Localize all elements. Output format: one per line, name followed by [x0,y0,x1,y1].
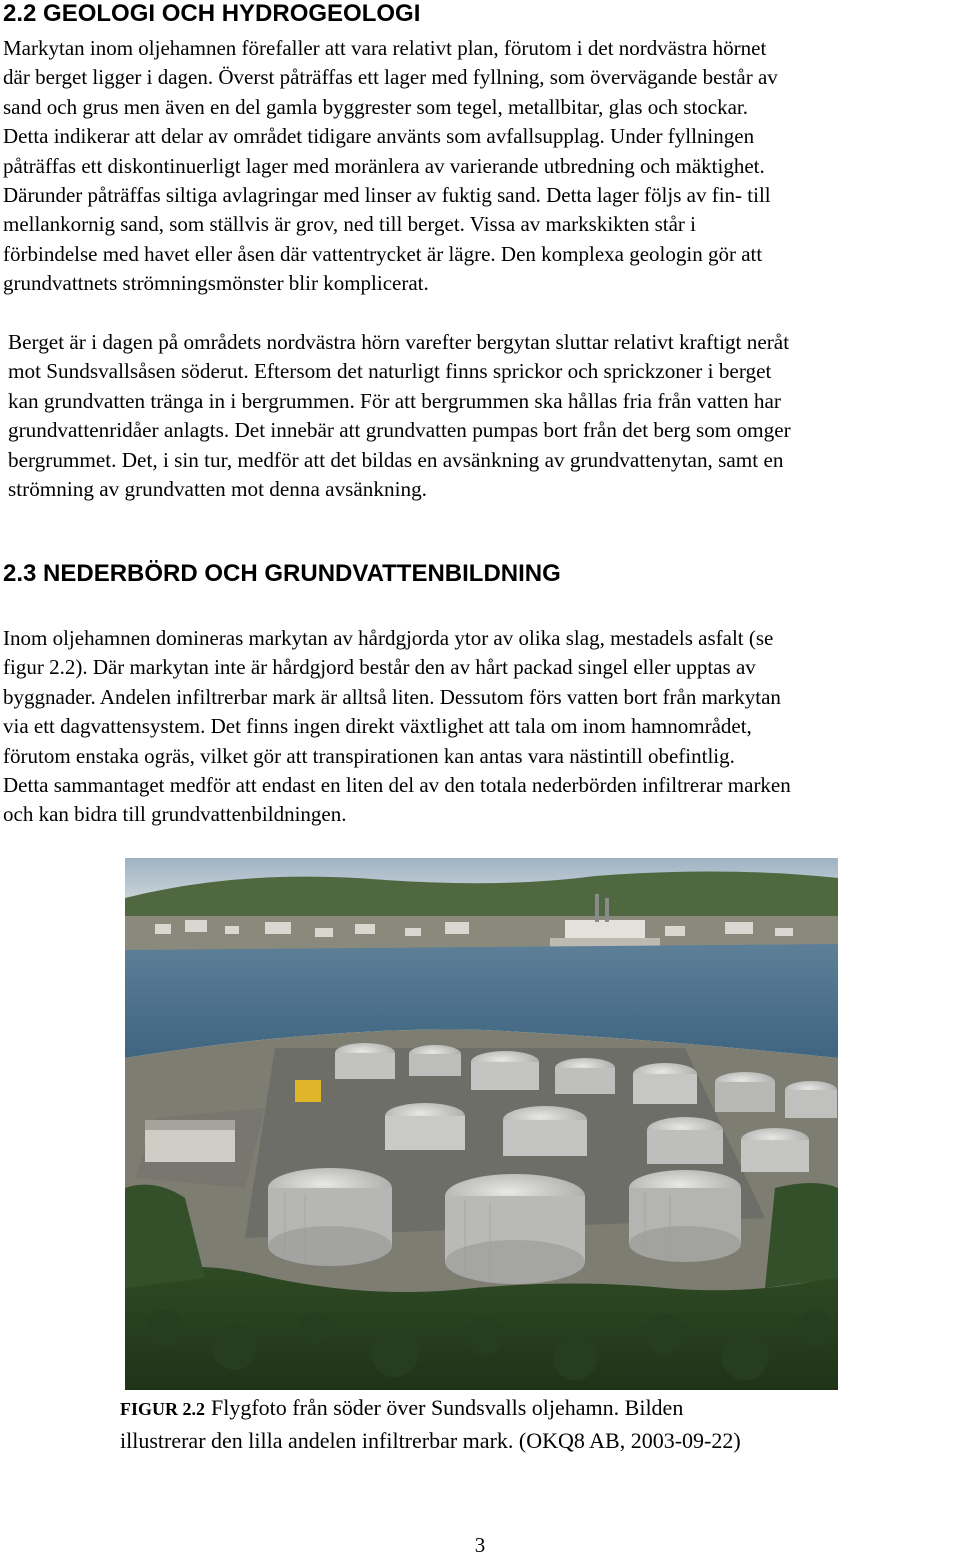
text-line: förutom enstaka ogräs, vilket gör att transpirationen kan antas vara nästintill obefintlig. [3,743,735,768]
text-line: och kan bidra till grundvattenbildningen. [3,802,347,827]
paragraph-nederbord [3,624,791,830]
paragraph-berget [8,328,791,504]
text-line: grundvattenridåer anlagts. Det innebär att grundvatten pumpas bort från det berg som omger [8,418,791,443]
text-line: Inom oljehamnen domineras markytan av hårdgjorda ytor av olika slag, mestadels asfalt (se [3,626,774,650]
text-line: påträffas ett diskontinuerligt lager med moränlera av varierande utbredning och mäktighet. [3,153,765,178]
aerial-photo-oil-harbour [125,858,838,1390]
text-line: Därunder påträffas siltiga avlagringar med linser av fuktig sand. Detta lager följs av fin- till [3,183,771,208]
text-line: figur 2.2). Där markytan inte är hårdgjord består den av hårt packad singel eller upptas av [3,655,756,680]
text-line: Detta indikerar att delar av området tidigare använts som avfallsupplag. Under fyllningen [3,124,755,149]
page-number: 3 [474,1533,486,1557]
text-line: strömning av grundvatten mot denna avsänkning. [8,477,427,502]
text-line: Berget är i dagen på områdets nordvästra hörn varefter bergytan sluttar relativt kraftigt neråt [8,330,790,354]
section-heading-nederbord: 2.3 NEDERBÖRD OCH GRUNDVATTENBILDNING [3,560,561,587]
caption-text: Flygfoto från söder över Sundsvalls oljehamn. Bilden [211,1395,684,1420]
text-line: där berget ligger i dagen. Överst påträffas ett lager med fyllning, som övervägande består av [3,65,778,90]
text-line: Detta sammantaget medför att endast en liten del av den totala nederbörden infiltrerar marken [3,773,791,798]
paragraph-geologi [3,34,778,299]
text-line: Markytan inom oljehamnen förefaller att vara relativt plan, förutom i det nordvästra hörnet [3,36,767,60]
text-line: grundvattnets strömningsmönster blir komplicerat. [3,271,429,296]
text-line: mot Sundsvallsåsen söderut. Eftersom det naturligt finns sprickor och sprickzoner i berget [8,359,772,384]
text-line: förbindelse med havet eller åsen där vattentrycket är lägre. Den komplexa geologin gör att [3,241,763,266]
text-line: mellankornig sand, som ställvis är grov, ned till berget. Vissa av markskikten står i [3,212,696,237]
caption-line: illustrerar den lilla andelen infiltrerbar mark. (OKQ8 AB, 2003-09-22) [120,1428,741,1453]
section-heading-geologi: 2.2 GEOLOGI OCH HYDROGEOLOGI [3,0,421,27]
figure-caption [120,1392,741,1456]
text-line: bergrummet. Det, i sin tur, medför att det bildas en avsänkning av grundvattenytan, samt en [8,447,784,472]
text-line: byggnader. Andelen infiltrerbar mark är alltså liten. Dessutom förs vatten bort från markytan [3,684,781,709]
text-line: kan grundvatten tränga in i bergrummen. För att bergrummen ska hållas fria från vatten har [8,388,781,413]
figure-label: FIGUR 2.2 [120,1399,205,1419]
caption-line [120,1392,741,1425]
text-line: via ett dagvattensystem. Det finns ingen direkt växtlighet att tala om inom hamnområdet, [3,714,752,739]
text-line: sand och grus men även en del gamla byggrester som tegel, metallbitar, glas och stockar. [3,94,749,119]
